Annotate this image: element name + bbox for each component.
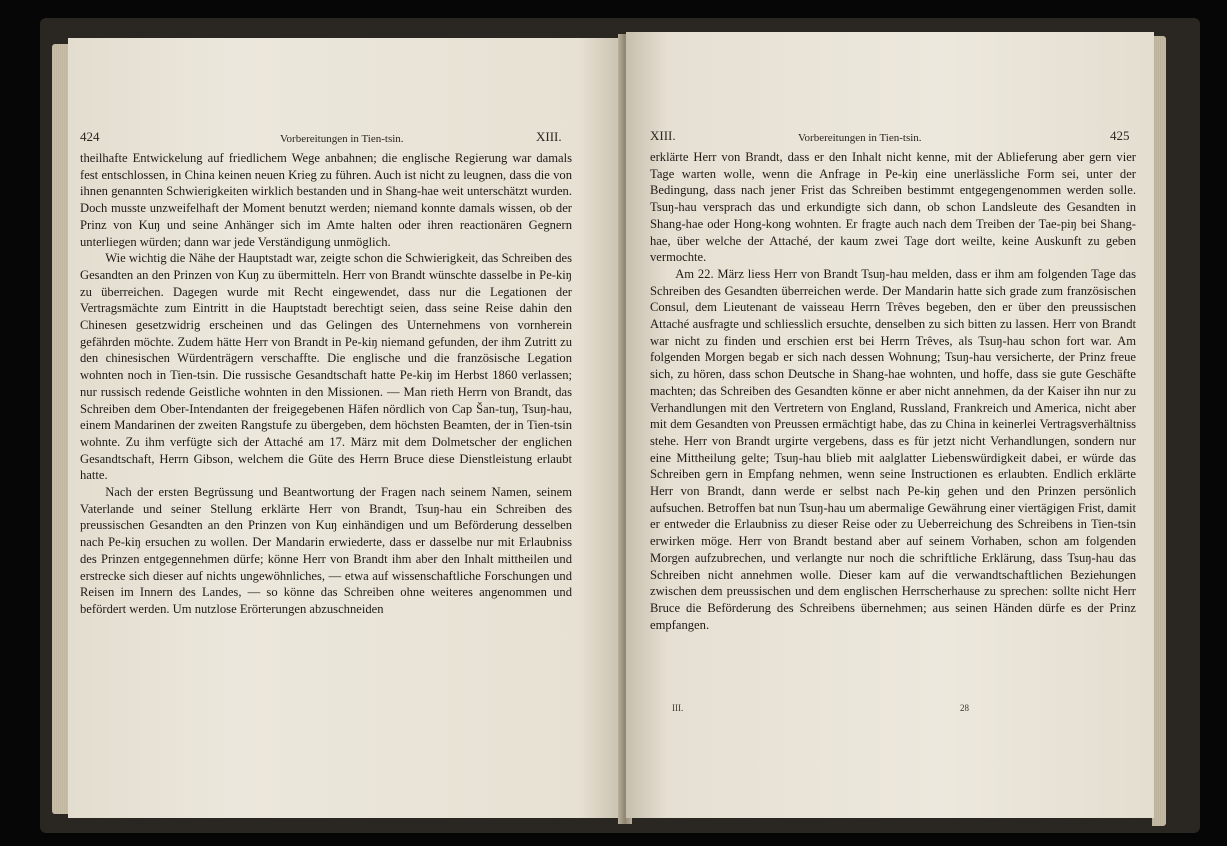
right-page — [626, 32, 1154, 818]
page-edges-right — [1152, 36, 1166, 826]
right-body — [650, 149, 1136, 633]
right-page-number: 425 — [1110, 128, 1130, 143]
right-paragraph-2: Am 22. März liess Herr von Brandt Tsuŋ-hau melden, dass er ihm am folgenden Tage das Schreiben des Gesandten überreichen werde. Der Mandarin hatte sich grade zum französischen Consul, dem Lieutenant de vaisseau Herrn Trêves begeben, den er über den preussischen Attaché ausfragte und schliesslich ersuchte, denselben zu sich bitten zu lassen. Herr von Brandt war nicht zu finden und erschien erst bei Herrn Trêves, als Tsuŋ-hau schon fort war. Am folgenden Morgen begab er sich nach dessen Wohnung; Tsuŋ-hau versicherte, der Prinz freue sich, zu hören, dass schon Deutsche in Shang-hae wohnten, und hoffe, dass sie gute Geschäfte machten; das Schreiben des Gesandten könne er aber nicht annehmen, da der Kaiser ihn nur zu Verhandlungen mit den Vertretern von England, Russland, Frankreich und America, nicht aber mit dem Gesandten von Preussen ermächtigt habe, das zu China in keinerlei Vertragsverhältniss stehe. Herr von Brandt urgirte vergebens, dass es für jetzt nicht Verhandlungen, sondern nur eine Mittheilung gelte; Tsuŋ-hau blieb mit aalglatter Liebenswürdigkeit dabei, er würde das Schreiben gern in Empfang nehmen, wenn seine Instructionen es erlaubten. Endlich erklärte Herr von Brandt, dann werde er selbst nach Pe-kiŋ gehen und den Prinzen persönlich aufsuchen. Betroffen bat nun Tsuŋ-hau um abermalige Gewährung einer viertägigen Frist, damit er entweder die Erlaubniss zu dieser Reise oder zu Ueberreichung des Schreibens in Tien-tsin erwirken möge. Herr von Brandt bestand aber auf seinem Vorhaben, schon am folgenden Morgen aufzubrechen, und verlangte nur noch die schriftliche Erklärung, dass Tsuŋ-hau das Schreiben nicht annehmen wolle. Dieser kam auf die verwandtschaftlichen Beziehungen zwischen dem preussischen und dem englischen Herrscherhause zu sprechen: sollte nicht Herr Bruce die Beförderung des Schreibens übernehmen; aus seinen Händen dürfe es der Prinz empfangen. — [650, 266, 1136, 632]
right-footer-signature: 28 — [960, 703, 969, 713]
right-chapter: XIII. — [650, 128, 676, 143]
left-page — [68, 38, 623, 818]
left-paragraph-3: Nach der ersten Begrüssung und Beantwortung der Fragen nach seinem Namen, seinem Vaterlande und seiner Stellung erklärte Herr von Brandt, Tsuŋ-hau ein Schreiben des preussischen Gesandten an den Prinzen von Kuŋ einhändigen und um Beförderung desselben nach Pe-kiŋ ersuchen zu wollen. Der Mandarin erwiederte, dass er dasselbe nur mit Erlaubniss des Prinzen entgegennehmen dürfe; könne Herr von Brandt ihm aber den Inhalt mittheilen und erstrecke sich dieser auf nichts ungewöhnliches, — etwa auf wissenschaftliche Forschungen und Reisen im Innern des Landes, — so könne das Schreiben ohne weiteres angenommen und befördert werden. Um nutzlose Erörterungen abzuschneiden — [80, 485, 572, 616]
left-paragraph-1: theilhafte Entwickelung auf friedlichem Wege anbahnen; die englische Regierung war damals fest entschlossen, in China keinen neuen Krieg zu führen. Auch ist nicht zu leugnen, dass die von ihnen genannten Schwierigkeiten wirklich bestanden und in Shang-hae weit unterschätzt wurden. Doch musste unzweifelhaft der Moment benutzt werden; niemand konnte damals wissen, ob der Prinz von Kuŋ und seine Anhänger sich im Amte halten oder ihren reactionären Gegnern unterliegen würden; dann war jede Verständigung unmöglich. — [80, 151, 572, 249]
right-paragraph-1: erklärte Herr von Brandt, dass er den Inhalt nicht kenne, mit der Ablieferung aber gern vier Tage warten wolle, wenn die Anfrage in Pe-kiŋ eine unerlässliche Form sei, unter der Bedingung, dass nach jener Frist das Schreiben bestimmt entgegengenommen werden solle. Tsuŋ-hau versprach das und erkundigte sich dann, ob schon Landsleute des Gesandten in Shang-hae oder Hong-kong wohnten. Er fragte auch nach dem Treiben der Tae-piŋ bei Shang-hae, über welche der Attaché, der kaum zwei Tage dort weilte, keine Auskunft zu geben vermochte. — [650, 150, 1136, 265]
left-chapter: XIII. — [536, 129, 562, 144]
left-running-title: Vorbereitungen in Tien-tsin. — [280, 133, 404, 145]
left-page-number: 424 — [80, 129, 100, 144]
left-paragraph-2: Wie wichtig die Nähe der Hauptstadt war, zeigte schon die Schwierigkeit, das Schreiben des Gesandten an den Prinzen von Kuŋ zu übermitteln. Herr von Brandt wünschte dasselbe in Pe-kiŋ zu überreichen. Dagegen wurde mit Recht eingewendet, dass nur die Legationen der Vertragsmächte zum Eintritt in die Hauptstadt berechtigt seien, dass seine Reise dahin den Chinesen gesetzwidrig erscheinen und das Gelingen des Unternehmens von vornherein gefährden möchte. Zudem hätte Herr von Brandt in Pe-kiŋ niemand gefunden, der ihm Zutritt zu den chinesischen Würdenträgern verschaffte. Die englische und die französische Legation wohnten noch in Tien-tsin. Die russische Gesandtschaft hatte Pe-kiŋ im Herbst 1860 verlassen; nur russisch redende Geistliche wohnten in den Missionen. — Man rieth Herrn von Brandt, das Schreiben dem Ober-Intendanten der freigegebenen Häfen nördlich von Cap Šan-tuŋ, Tsuŋ-hau, einem Mandarinen der zweiten Rangstufe zu übergeben, dem höchsten Beamten, der in Tien-tsin wohnte. Zu ihm verfügte sich der Attaché am 17. März mit dem Dolmetscher der englichen Gesandtschaft, Herrn Gibson, welchem die Güte des Herrn Bruce diese Dienstleistung erlaubt hatte. — [80, 251, 572, 483]
left-body — [80, 150, 572, 618]
right-footer-volume: III. — [672, 703, 684, 713]
right-running-title: Vorbereitungen in Tien-tsin. — [798, 132, 922, 144]
